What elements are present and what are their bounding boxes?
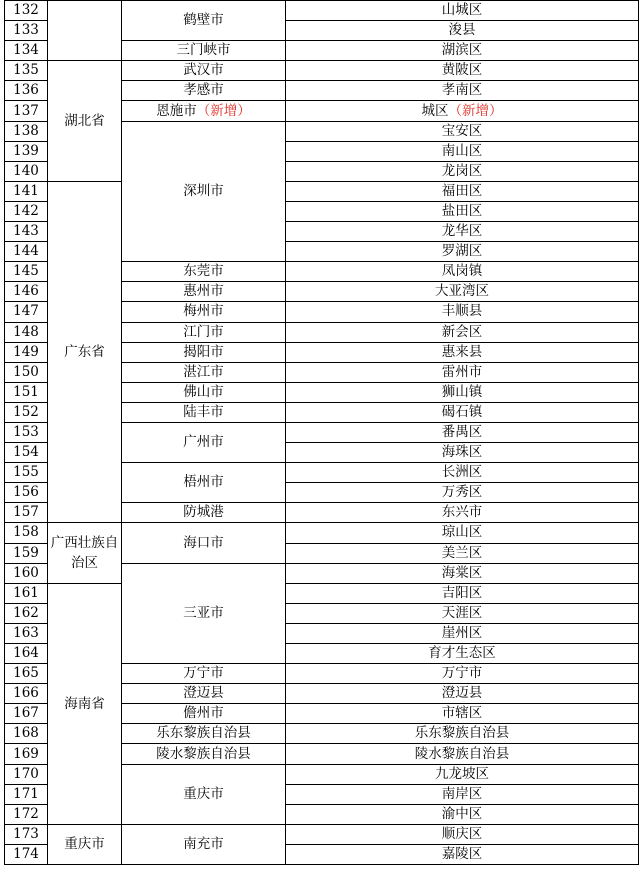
district-cell <box>286 81 639 101</box>
district-cell <box>286 322 639 342</box>
row-number: 144 <box>5 242 48 262</box>
district-cell <box>286 342 639 362</box>
city-name: 三亚市 <box>183 604 224 621</box>
city-name: 惠州市 <box>183 283 224 300</box>
province-cell: 重庆市 <box>48 824 122 864</box>
district-cell <box>286 41 639 61</box>
row-number: 173 <box>5 824 48 844</box>
row-number: 137 <box>5 101 48 121</box>
new-tag: （新增） <box>448 102 503 119</box>
district-name: 市辖区 <box>441 705 483 722</box>
district-cell <box>286 483 639 503</box>
district-name: 美兰区 <box>441 544 483 561</box>
city-cell <box>122 744 286 764</box>
district-cell <box>286 61 639 81</box>
row-number: 159 <box>5 543 48 563</box>
city-cell <box>122 503 286 523</box>
district-cell <box>286 704 639 724</box>
district-name: 龙华区 <box>441 223 483 240</box>
row-number: 141 <box>5 181 48 201</box>
city-cell <box>122 322 286 342</box>
city-cell <box>122 563 286 663</box>
row-number: 164 <box>5 644 48 664</box>
row-number: 135 <box>5 61 48 81</box>
district-cell <box>286 603 639 623</box>
district-cell <box>286 463 639 483</box>
row-number: 170 <box>5 764 48 784</box>
city-name: 海口市 <box>183 534 224 551</box>
table-row <box>5 181 639 201</box>
city-cell <box>122 81 286 101</box>
district-name: 罗湖区 <box>441 243 483 260</box>
city-name: 澄迈县 <box>183 685 224 702</box>
district-cell <box>286 121 639 141</box>
district-name: 南山区 <box>441 142 483 159</box>
city-cell <box>122 382 286 402</box>
row-number: 138 <box>5 121 48 141</box>
city-cell <box>122 101 286 121</box>
row-number: 151 <box>5 382 48 402</box>
district-cell <box>286 21 639 41</box>
district-name: 狮山镇 <box>441 383 483 400</box>
city-name: 重庆市 <box>183 785 224 802</box>
district-cell <box>286 101 639 121</box>
district-cell <box>286 523 639 543</box>
city-name: 佛山市 <box>183 383 224 400</box>
row-number: 157 <box>5 503 48 523</box>
district-cell <box>286 422 639 442</box>
district-name: 吉阳区 <box>441 584 483 601</box>
table-row <box>5 61 639 81</box>
district-cell <box>286 583 639 603</box>
district-cell <box>286 784 639 804</box>
city-name: 万宁市 <box>183 665 224 682</box>
district-cell <box>286 844 639 864</box>
city-cell <box>122 41 286 61</box>
district-name: 琼山区 <box>441 524 483 541</box>
row-number: 145 <box>5 262 48 282</box>
province-cell <box>48 1 122 61</box>
row-number: 166 <box>5 684 48 704</box>
row-number: 134 <box>5 41 48 61</box>
district-name: 顺庆区 <box>441 825 483 842</box>
district-name: 万宁市 <box>441 665 483 682</box>
district-cell <box>286 181 639 201</box>
new-tag: （新增） <box>196 102 251 119</box>
city-name: 防城港 <box>183 504 224 521</box>
table-row <box>5 1 639 21</box>
district-name: 番禺区 <box>441 424 483 441</box>
city-cell <box>122 664 286 684</box>
district-cell <box>286 222 639 242</box>
district-name: 东兴市 <box>441 504 483 521</box>
city-name: 江门市 <box>183 323 224 340</box>
district-cell <box>286 161 639 181</box>
province-cell: 广西壮族自治区 <box>48 523 122 583</box>
row-number: 136 <box>5 81 48 101</box>
city-name: 深圳市 <box>183 182 224 199</box>
district-name: 孝南区 <box>441 82 483 99</box>
row-number: 152 <box>5 402 48 422</box>
row-number: 146 <box>5 282 48 302</box>
district-cell <box>286 644 639 664</box>
region-table <box>4 0 639 865</box>
district-name: 九龙坡区 <box>435 765 489 782</box>
district-cell <box>286 664 639 684</box>
district-name: 长洲区 <box>441 464 483 481</box>
row-number: 163 <box>5 623 48 643</box>
district-cell <box>286 1 639 21</box>
district-name: 盐田区 <box>441 202 483 219</box>
district-cell <box>286 282 639 302</box>
table-row <box>5 523 639 543</box>
city-cell <box>122 61 286 81</box>
city-cell <box>122 684 286 704</box>
district-name: 福田区 <box>441 182 483 199</box>
city-cell <box>122 463 286 503</box>
row-number: 162 <box>5 603 48 623</box>
city-name: 梅州市 <box>183 303 224 320</box>
district-name: 海珠区 <box>441 444 483 461</box>
city-name: 湛江市 <box>183 363 224 380</box>
district-name: 万秀区 <box>441 484 483 501</box>
city-cell <box>122 402 286 422</box>
district-name: 南岸区 <box>441 785 483 802</box>
district-name: 龙岗区 <box>441 162 483 179</box>
district-name: 惠来县 <box>441 343 483 360</box>
district-cell <box>286 764 639 784</box>
city-cell <box>122 824 286 864</box>
district-name: 城区 <box>421 102 449 119</box>
district-cell <box>286 443 639 463</box>
district-cell <box>286 262 639 282</box>
district-name: 天涯区 <box>441 604 483 621</box>
row-number: 167 <box>5 704 48 724</box>
district-cell <box>286 503 639 523</box>
row-number: 149 <box>5 342 48 362</box>
row-number: 154 <box>5 443 48 463</box>
row-number: 139 <box>5 141 48 161</box>
district-name: 黄陂区 <box>441 62 483 79</box>
city-cell <box>122 704 286 724</box>
district-name: 浚县 <box>448 22 476 39</box>
district-cell <box>286 201 639 221</box>
city-name: 广州市 <box>183 434 224 451</box>
table-row <box>5 583 639 603</box>
city-cell <box>122 422 286 462</box>
district-name: 澄迈县 <box>441 685 483 702</box>
row-number: 165 <box>5 664 48 684</box>
city-cell <box>122 724 286 744</box>
district-cell <box>286 402 639 422</box>
row-number: 153 <box>5 422 48 442</box>
district-cell <box>286 804 639 824</box>
row-number: 147 <box>5 302 48 322</box>
district-name: 崖州区 <box>441 624 483 641</box>
city-cell <box>122 282 286 302</box>
city-cell <box>122 523 286 563</box>
city-cell <box>122 1 286 41</box>
district-name: 宝安区 <box>441 122 483 139</box>
district-cell <box>286 824 639 844</box>
province-cell: 湖北省 <box>48 61 122 182</box>
district-name: 湖滨区 <box>441 42 483 59</box>
city-name: 揭阳市 <box>183 343 224 360</box>
row-number: 161 <box>5 583 48 603</box>
district-name: 陵水黎族自治县 <box>414 745 510 762</box>
city-name: 武汉市 <box>183 62 224 79</box>
district-cell <box>286 242 639 262</box>
row-number: 150 <box>5 362 48 382</box>
city-name: 南充市 <box>183 835 224 852</box>
row-number: 148 <box>5 322 48 342</box>
district-name: 碣石镇 <box>441 403 483 420</box>
district-cell <box>286 302 639 322</box>
province-cell: 海南省 <box>48 583 122 824</box>
district-name: 渝中区 <box>441 805 483 822</box>
district-cell <box>286 362 639 382</box>
row-number: 143 <box>5 222 48 242</box>
city-name: 陵水黎族自治县 <box>156 745 251 762</box>
row-number: 172 <box>5 804 48 824</box>
district-name: 雷州市 <box>441 363 483 380</box>
city-name: 梧州市 <box>183 474 224 491</box>
district-name: 育才生态区 <box>428 645 496 662</box>
row-number: 160 <box>5 563 48 583</box>
row-number: 132 <box>5 1 48 21</box>
row-number: 142 <box>5 201 48 221</box>
city-name: 鹤壁市 <box>183 12 224 29</box>
row-number: 133 <box>5 21 48 41</box>
row-number: 169 <box>5 744 48 764</box>
city-name: 陆丰市 <box>183 403 224 420</box>
city-cell <box>122 121 286 262</box>
city-cell <box>122 262 286 282</box>
city-name: 儋州市 <box>183 705 224 722</box>
district-cell <box>286 141 639 161</box>
city-cell <box>122 342 286 362</box>
row-number: 158 <box>5 523 48 543</box>
region-table-body <box>5 1 639 865</box>
row-number: 156 <box>5 483 48 503</box>
row-number: 140 <box>5 161 48 181</box>
city-name: 乐东黎族自治县 <box>156 725 251 742</box>
district-cell <box>286 724 639 744</box>
city-cell <box>122 302 286 322</box>
city-name: 东莞市 <box>183 263 224 280</box>
district-name: 大亚湾区 <box>435 283 489 300</box>
table-row <box>5 824 639 844</box>
city-name: 孝感市 <box>183 82 224 99</box>
row-number: 155 <box>5 463 48 483</box>
district-cell <box>286 684 639 704</box>
district-name: 新会区 <box>441 323 483 340</box>
district-cell <box>286 623 639 643</box>
row-number: 174 <box>5 844 48 864</box>
district-name: 乐东黎族自治县 <box>414 725 510 742</box>
province-cell: 广东省 <box>48 181 122 523</box>
district-cell <box>286 382 639 402</box>
city-name: 三门峡市 <box>176 42 231 59</box>
district-name: 海棠区 <box>441 564 483 581</box>
district-cell <box>286 744 639 764</box>
district-cell <box>286 563 639 583</box>
row-number: 168 <box>5 724 48 744</box>
district-name: 嘉陵区 <box>441 845 483 862</box>
row-number: 171 <box>5 784 48 804</box>
city-cell <box>122 362 286 382</box>
district-name: 山城区 <box>441 2 483 19</box>
city-cell <box>122 764 286 824</box>
district-name: 丰顺县 <box>441 303 483 320</box>
district-cell <box>286 543 639 563</box>
district-name: 凤岗镇 <box>441 263 483 280</box>
city-name: 恩施市 <box>156 102 197 119</box>
